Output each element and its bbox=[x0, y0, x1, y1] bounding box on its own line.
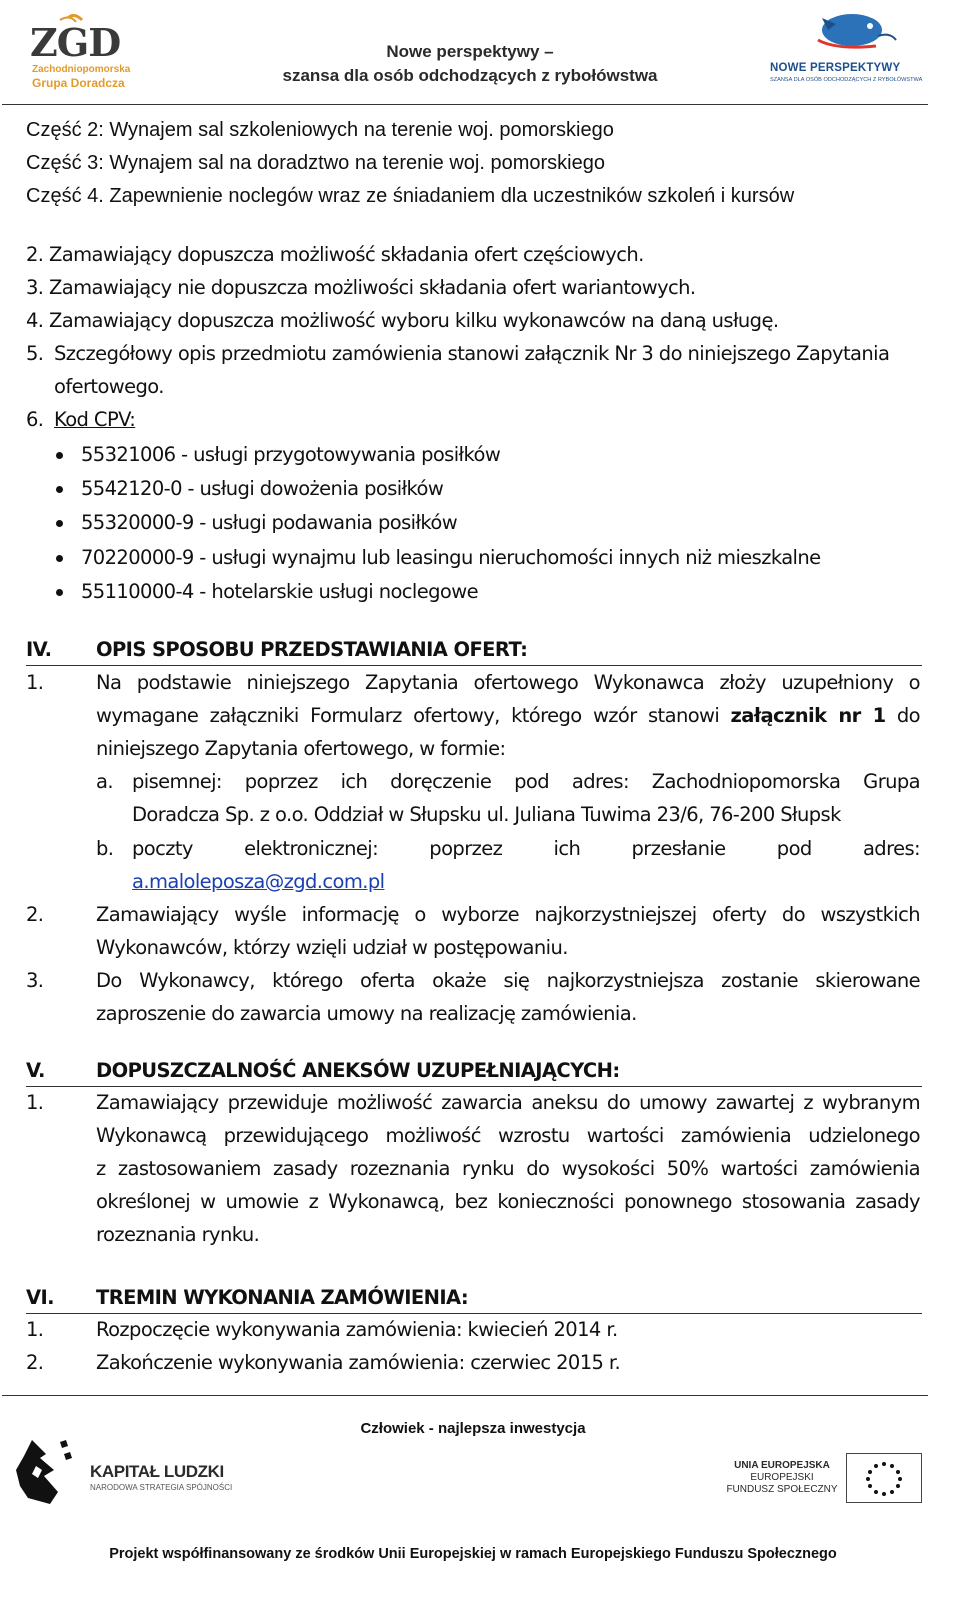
item-5-line2: ofertowego. bbox=[54, 375, 164, 398]
header-title-line1: Nowe perspektywy – bbox=[386, 42, 554, 61]
section-6-rule bbox=[26, 1313, 922, 1314]
sec4-p1-line2-text bbox=[96, 704, 920, 727]
sec5-line-text: Wykonawcą przewidującego możliwość wzrostu wartości zamówienia udzielonego bbox=[96, 1124, 920, 1147]
zgd-logo bbox=[30, 14, 140, 90]
sec6-p1: Rozpoczęcie wykonywania zamówienia: kwiecień 2014 r. bbox=[96, 1318, 618, 1341]
header-title bbox=[250, 40, 690, 88]
sec5-line: rozeznania rynku. bbox=[96, 1223, 260, 1246]
cpv-item: 55320000-9 - usługi podawania posiłków bbox=[81, 511, 458, 534]
sec4-p3-line2: zaproszenie do zawarcia umowy na realizację zamówienia. bbox=[96, 1002, 637, 1025]
cpv-bullet bbox=[56, 555, 63, 562]
section-5-number: V. bbox=[26, 1059, 45, 1082]
section-6-title: TREMIN WYKONANIA ZAMÓWIENIA: bbox=[96, 1286, 469, 1309]
kapital-ludzki-sub: NARODOWA STRATEGIA SPÓJNOŚCI bbox=[90, 1483, 233, 1492]
part-4: Część 4. Zapewnienie noclegów wraz ze śniadaniem dla uczestników szkoleń i kursów bbox=[26, 185, 795, 207]
kapital-ludzki-logo bbox=[14, 1436, 254, 1508]
header-title-line2: szansa dla osób odchodzących z rybołówstwa bbox=[282, 66, 658, 85]
sec5-line bbox=[96, 1190, 920, 1213]
nowe-perspektywy-logo bbox=[766, 6, 926, 86]
item-3: 3. Zamawiający nie dopuszcza możliwości składania ofert wariantowych. bbox=[26, 276, 696, 299]
footer-project: Projekt współfinansowany ze środków Unii Europejskiej w ramach Europejskiego Funduszu Społecznego bbox=[109, 1546, 837, 1562]
sec4-a-line1 bbox=[132, 770, 920, 793]
eu-line1: UNIA EUROPEJSKA bbox=[734, 1460, 830, 1471]
sec4-p1-line2c: do bbox=[896, 704, 921, 727]
footer-slogan: Człowiek - najlepsza inwestycja bbox=[360, 1420, 586, 1437]
item-5-number: 5. bbox=[26, 342, 44, 365]
sec4-b-line1 bbox=[132, 837, 920, 860]
sec4-b-line1-text: poczty elektronicznej: poprzez ich przesłanie pod adres: bbox=[132, 837, 920, 860]
item-6-number: 6. bbox=[26, 408, 44, 431]
cpv-item: 55321006 - usługi przygotowywania posiłków bbox=[81, 443, 501, 466]
cpv-item: 5542120-0 - usługi dowożenia posiłków bbox=[81, 477, 444, 500]
section-5-rule bbox=[26, 1086, 922, 1087]
sec4-p1-number: 1. bbox=[26, 671, 44, 694]
cpv-item: 70220000-9 - usługi wynajmu lub leasingu nieruchomości innych niż mieszkalne bbox=[81, 546, 821, 569]
cpv-item: 55110000-4 - hotelarskie usługi noclegowe bbox=[81, 580, 479, 603]
eu-flag bbox=[846, 1453, 922, 1503]
sec4-p2-line1 bbox=[96, 903, 920, 926]
sec4-p1-line3: niniejszego Zapytania ofertowego, w formie: bbox=[96, 737, 506, 760]
part-3: Część 3: Wynajem sal na doradztwo na terenie woj. pomorskiego bbox=[26, 152, 605, 174]
sec4-email-link[interactable]: a.maloleposza@zgd.com.pl bbox=[132, 870, 385, 893]
sec4-a-label: a. bbox=[96, 770, 113, 793]
item-6-label: Kod CPV: bbox=[54, 408, 136, 431]
item-5-line1: Szczegółowy opis przedmiotu zamówienia stanowi załącznik Nr 3 do niniejszego Zapytania bbox=[54, 342, 890, 365]
zgd-logo-line2: Grupa Doradcza bbox=[32, 76, 125, 90]
sec5-p1-number: 1. bbox=[26, 1091, 44, 1114]
zgd-logo-text: ZGD bbox=[30, 20, 121, 65]
cpv-bullet bbox=[56, 452, 63, 459]
kapital-ludzki-icon bbox=[14, 1436, 78, 1506]
sec5-line bbox=[96, 1157, 920, 1180]
item-4: 4. Zamawiający dopuszcza możliwość wyboru kilku wykonawców na daną usługę. bbox=[26, 309, 779, 332]
sec4-p1-line2a: wymagane załączniki Formularz ofertowy, którego wzór stanowi bbox=[96, 704, 720, 727]
sec4-p1-line1-text: Na podstawie niniejszego Zapytania ofertowego Wykonawca złoży uzupełniony o bbox=[96, 671, 920, 694]
fish-icon bbox=[766, 6, 926, 58]
sec5-line-text: z zastosowaniem zasady rozeznania rynku do wysokości 50% wartości zamówienia bbox=[96, 1157, 920, 1180]
sec5-line bbox=[96, 1091, 920, 1114]
sec5-line-text: Zamawiający przewiduje możliwość zawarcia aneksu do umowy zawartej z wybranym bbox=[96, 1091, 920, 1114]
eu-stars-icon bbox=[847, 1454, 921, 1502]
sec5-line-text: określonej w umowie z Wykonawcą, bez konieczności ponownego stosowania zasady bbox=[96, 1190, 920, 1213]
cpv-bullet bbox=[56, 589, 63, 596]
kapital-ludzki-name: KAPITAŁ LUDZKI bbox=[90, 1462, 224, 1481]
cpv-bullet bbox=[56, 486, 63, 493]
sec4-p3-line1 bbox=[96, 969, 920, 992]
sec4-p2-line1-text: Zamawiający wyśle informację o wyborze najkorzystniejszej oferty do wszystkich bbox=[96, 903, 920, 926]
sec4-p2-line2: Wykonawców, którzy wzięli udział w postępowaniu. bbox=[96, 936, 568, 959]
cpv-bullet bbox=[56, 520, 63, 527]
eu-text bbox=[726, 1460, 838, 1496]
nowe-perspektywy-name: NOWE PERSPEKTYWY bbox=[770, 62, 901, 74]
section-5-title: DOPUSZCZALNOŚĆ ANEKSÓW UZUPEŁNIAJĄCYCH: bbox=[96, 1059, 620, 1082]
sec4-p1-line1 bbox=[96, 671, 920, 694]
sec4-p1-attachment: załącznik nr 1 bbox=[730, 704, 886, 727]
eu-line2: EUROPEJSKI bbox=[750, 1472, 814, 1483]
eu-line3: FUNDUSZ SPOŁECZNY bbox=[726, 1484, 838, 1495]
sec6-p1-number: 1. bbox=[26, 1318, 44, 1341]
sec4-p3-line1-text: Do Wykonawcy, którego oferta okaże się najkorzystniejsza zostanie skierowane bbox=[96, 969, 920, 992]
sec4-a-line1-text: pisemnej: poprzez ich doręczenie pod adres: Zachodniopomorska Grupa bbox=[132, 770, 920, 793]
sec4-p1-line2 bbox=[96, 704, 920, 727]
section-4-rule bbox=[26, 665, 922, 666]
zgd-logo-line1: Zachodniopomorska bbox=[32, 64, 131, 75]
nowe-perspektywy-tagline: SZANSA DLA OSÓB ODCHODZĄCYCH Z RYBOŁÓWSTWA bbox=[770, 77, 923, 83]
section-4-title: OPIS SPOSOBU PRZEDSTAWIANIA OFERT: bbox=[96, 638, 528, 661]
sec4-a-line2: Doradcza Sp. z o.o. Oddział w Słupsku ul. Juliana Tuwima 23/6, 76-200 Słupsk bbox=[132, 803, 841, 826]
header-divider bbox=[2, 104, 928, 105]
sec4-p3-number: 3. bbox=[26, 969, 44, 992]
footer-divider bbox=[2, 1395, 928, 1396]
sec4-p2-number: 2. bbox=[26, 903, 44, 926]
section-6-number: VI. bbox=[26, 1286, 54, 1309]
sec6-p2: Zakończenie wykonywania zamówienia: czerwiec 2015 r. bbox=[96, 1351, 621, 1374]
sec6-p2-number: 2. bbox=[26, 1351, 44, 1374]
part-2: Część 2: Wynajem sal szkoleniowych na terenie woj. pomorskiego bbox=[26, 119, 614, 141]
sec4-b-label: b. bbox=[96, 837, 114, 860]
section-4-number: IV. bbox=[26, 638, 52, 661]
item-2: 2. Zamawiający dopuszcza możliwość składania ofert częściowych. bbox=[26, 243, 644, 266]
sec5-line bbox=[96, 1124, 920, 1147]
